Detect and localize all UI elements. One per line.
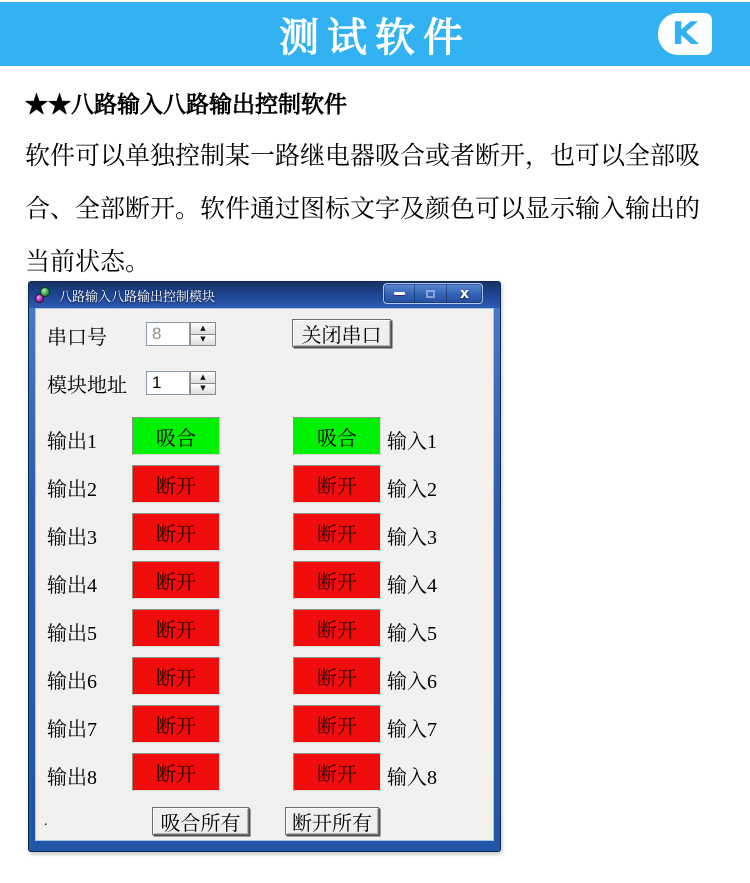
minimize-button[interactable]: [384, 284, 415, 303]
input-state-button[interactable]: 断开: [293, 465, 381, 503]
output-label: 输出4: [47, 575, 97, 597]
module-address-spinner: [190, 371, 216, 395]
input-state-button[interactable]: 断开: [293, 657, 381, 695]
output-label: 输出3: [47, 527, 97, 549]
spinner-up-button[interactable]: ▲: [190, 322, 216, 335]
maximize-button[interactable]: [415, 284, 446, 303]
window-client-area: [35, 308, 494, 841]
output-label: 输出7: [47, 719, 97, 741]
output-state-button[interactable]: 吸合: [132, 417, 220, 455]
minimize-icon: [394, 292, 405, 295]
input-state-button[interactable]: 断开: [293, 753, 381, 791]
output-label: 输出1: [47, 431, 97, 453]
close-button[interactable]: [447, 284, 482, 303]
logo-letter: K: [671, 15, 699, 52]
output-label: 输出6: [47, 671, 97, 693]
output-state-button[interactable]: 断开: [132, 561, 220, 599]
input-label: 输入8: [387, 767, 437, 789]
all-off-button[interactable]: 断开所有: [285, 807, 379, 835]
input-label: 输入6: [387, 671, 437, 693]
close-serial-button[interactable]: 关闭串口: [292, 319, 391, 347]
icon-magenta-ball: [35, 294, 44, 303]
window-controls: [383, 283, 483, 304]
spinner-down-button[interactable]: ▼: [190, 384, 216, 396]
output-state-button[interactable]: 断开: [132, 753, 220, 791]
app-banner: [0, 2, 750, 66]
input-state-button[interactable]: 断开: [293, 609, 381, 647]
serial-port-spinner: [190, 322, 216, 346]
input-label: 输入2: [387, 479, 437, 501]
intro-line: 软件可以单独控制某一路继电器吸合或者断开，也可以全部吸: [25, 143, 701, 170]
input-state-button[interactable]: 断开: [293, 561, 381, 599]
serial-port-label: 串口号: [47, 327, 107, 349]
brand-logo-icon: [658, 13, 712, 55]
output-state-button[interactable]: 断开: [132, 705, 220, 743]
input-label: 输入5: [387, 623, 437, 645]
window-app-icon: [35, 286, 53, 304]
output-label: 输出2: [47, 479, 97, 501]
spinner-down-button[interactable]: ▼: [190, 335, 216, 347]
output-label: 输出8: [47, 767, 97, 789]
output-state-button[interactable]: 断开: [132, 657, 220, 695]
spinner-up-button[interactable]: ▲: [190, 371, 216, 384]
serial-port-input[interactable]: [146, 322, 190, 346]
output-state-button[interactable]: 断开: [132, 609, 220, 647]
all-on-button[interactable]: 吸合所有: [152, 807, 249, 835]
output-state-button[interactable]: 断开: [132, 465, 220, 503]
input-state-button[interactable]: 吸合: [293, 417, 381, 455]
intro-paragraph: [25, 130, 731, 289]
output-state-button[interactable]: 断开: [132, 513, 220, 551]
input-label: 输入4: [387, 575, 437, 597]
intro-heading: ★★八路输入八路输出控制软件: [25, 92, 347, 117]
banner-title: 测试软件: [279, 15, 471, 60]
window-titlebar[interactable]: [29, 282, 500, 308]
module-address-input[interactable]: [146, 371, 190, 395]
input-state-button[interactable]: 断开: [293, 513, 381, 551]
control-module-window: [28, 281, 501, 852]
input-label: 输入1: [387, 431, 437, 453]
input-state-button[interactable]: 断开: [293, 705, 381, 743]
intro-line: 当前状态。: [25, 249, 151, 276]
output-label: 输出5: [47, 623, 97, 645]
intro-line: 合、全部断开。软件通过图标文字及颜色可以显示输入输出的: [25, 196, 701, 223]
stray-dot: .: [44, 814, 48, 829]
input-label: 输入3: [387, 527, 437, 549]
module-address-label: 模块地址: [47, 375, 127, 397]
maximize-icon: [426, 290, 435, 298]
close-icon: x: [459, 285, 469, 302]
input-label: 输入7: [387, 719, 437, 741]
window-title: 八路输入八路输出控制模块: [59, 288, 216, 304]
